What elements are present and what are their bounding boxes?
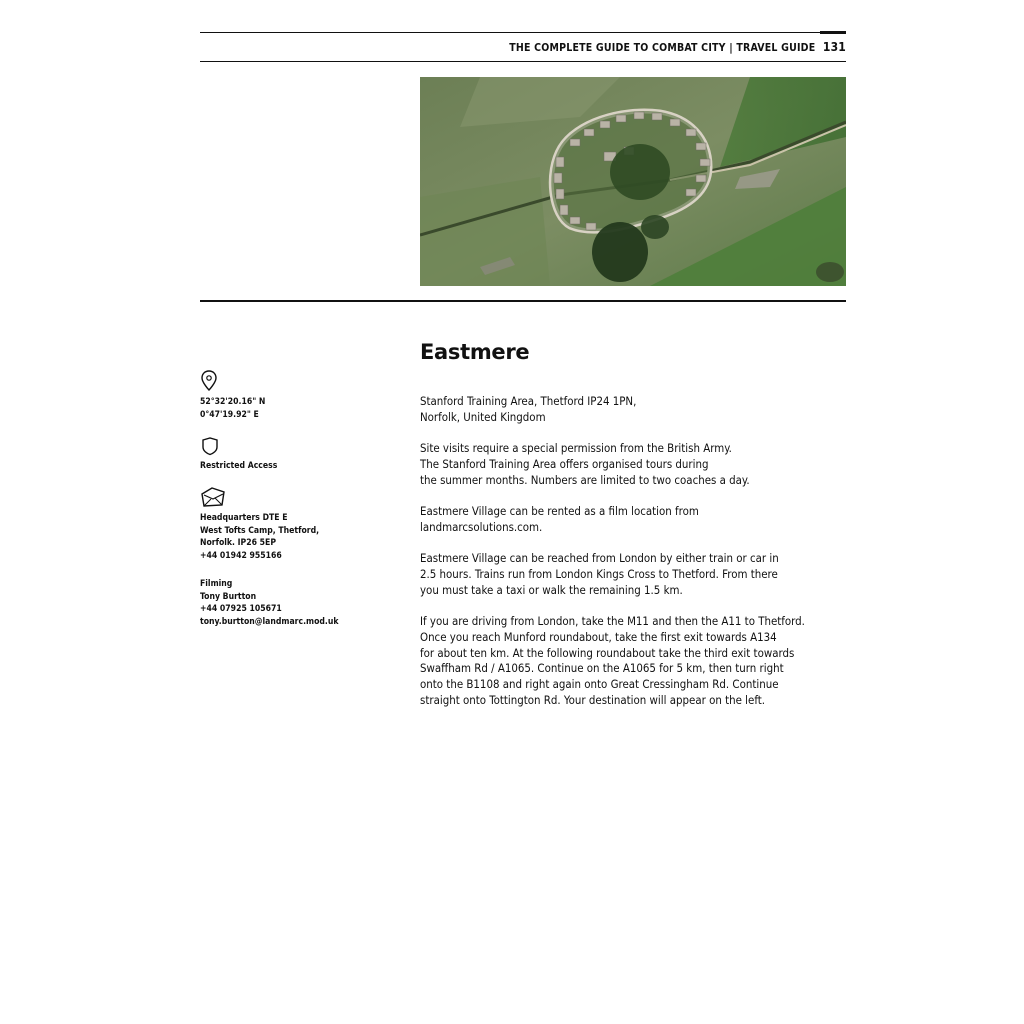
visits-paragraph [420,441,860,488]
text-line: landmarcsolutions.com. [420,519,543,534]
filming-line: Filming [200,579,233,589]
text-line: Eastmere Village can be rented as a film location from [420,503,699,518]
text-line: Stanford Training Area, Thetford IP24 1PN, [420,394,637,408]
driving-paragraph [420,614,860,709]
shield-icon [200,436,220,456]
text-line: you must take a taxi or walk the remaining 1.5 km. [420,582,683,597]
filming-line: Tony Burtton [200,591,257,602]
header-rule-bottom [200,61,846,62]
longitude: 0°47'19.92" E [200,409,259,420]
envelope-icon [200,486,226,508]
filming-block [200,578,400,628]
page-title: Eastmere [420,340,530,364]
contact-line: Norfolk. IP26 5EP [200,538,277,549]
text-line: Site visits require a special permission from the British Army. [420,441,732,456]
text-line: If you are driving from London, take the M11 and then the A11 to Thetford. [420,613,805,628]
access-label: Restricted Access [200,461,278,471]
text-line: Norfolk, United Kingdom [420,409,546,424]
rental-paragraph [420,504,860,536]
contact-line: West Tofts Camp, Thetford, [200,525,320,536]
location-pin-icon [200,370,218,392]
access-block [200,436,400,473]
contact-block [200,486,400,562]
text-line: straight onto Tottington Rd. Your destination will appear on the left. [420,692,765,707]
body-text [420,394,860,724]
header-accent-bar [820,31,846,34]
text-line: Swaffham Rd / A1065. Continue on the A1065 for 5 km, then turn right [420,661,784,676]
contact-line: +44 01942 955166 [200,550,282,561]
filming-email[interactable]: tony.burtton@landmarc.mod.uk [200,616,339,627]
train-paragraph [420,551,860,598]
text-line: Eastmere Village can be reached from London by either train or car in [420,551,779,566]
location-block [200,370,400,421]
address-paragraph [420,394,860,426]
header-rule-top [200,32,846,33]
page-number: 131 [822,40,846,54]
text-line: Once you reach Munford roundabout, take the first exit towards A134 [420,629,777,644]
aerial-photo-village-icon [420,77,846,286]
section-divider [200,300,846,302]
text-line: 2.5 hours. Trains run from London Kings Cross to Thetford. From there [420,566,778,581]
text-line: the summer months. Numbers are limited to two coaches a day. [420,472,750,487]
aerial-photo [420,77,846,286]
contact-line: Headquarters DTE E [200,513,288,523]
text-line: onto the B1108 and right again onto Great Cressingham Rd. Continue [420,677,779,692]
text-line: The Stanford Training Area offers organised tours during [420,456,709,471]
running-title: THE COMPLETE GUIDE TO COMBAT CITY | TRAVEL GUIDE [509,42,816,54]
latitude: 52°32'20.16" N [200,397,266,407]
running-head [509,40,846,54]
text-line: for about ten km. At the following roundabout take the third exit towards [420,645,795,660]
filming-line: +44 07925 105671 [200,604,282,615]
